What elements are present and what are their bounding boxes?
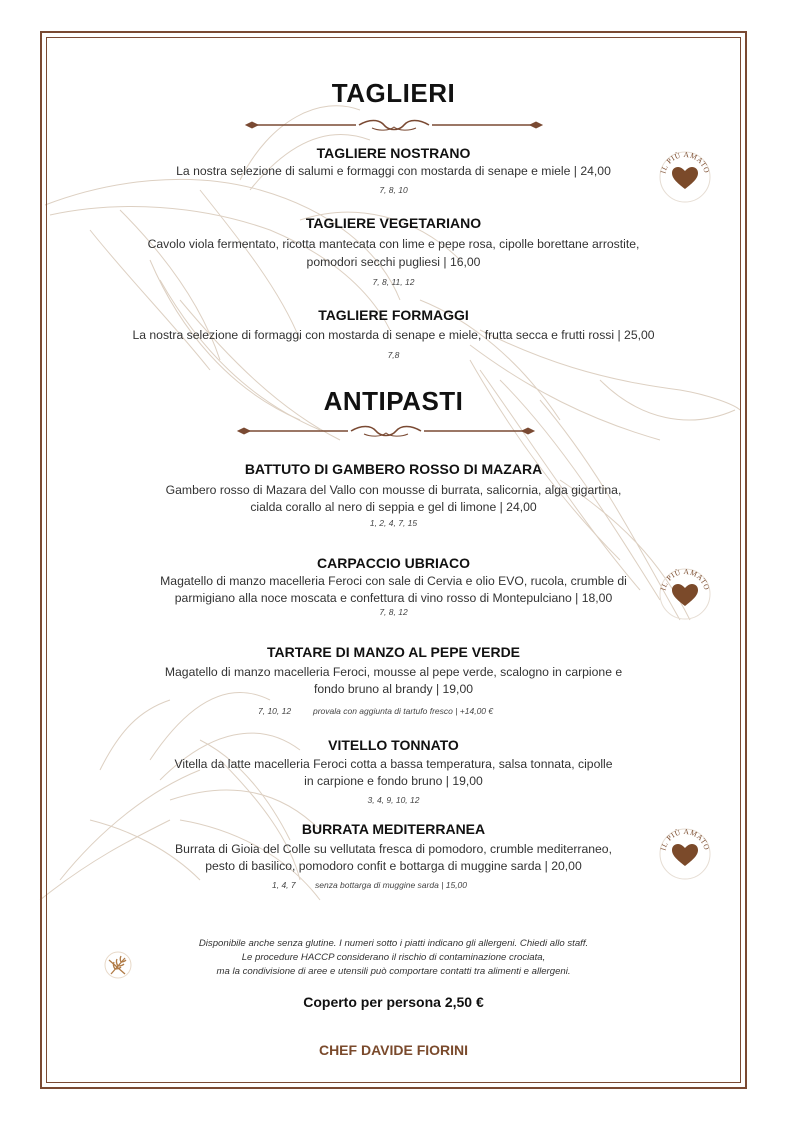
ornament-divider — [236, 423, 536, 439]
item-description: Magatello di manzo macelleria Feroci, mousse al pepe verde, scalogno in carpione e — [164, 665, 623, 679]
item-title: TAGLIERE VEGETARIANO — [305, 215, 482, 231]
item-description: La nostra selezione di formaggi con mostarda di senape e miele, frutta secca e frutti rossi | 25,00 — [132, 328, 655, 342]
item-title: TARTARE DI MANZO AL PEPE VERDE — [266, 644, 521, 660]
svg-text:IL PIÙ AMATO: IL PIÙ AMATO — [658, 826, 712, 852]
item-title: CARPACCIO UBRIACO — [317, 555, 470, 571]
allergen-note: ma la condivisione di aree e utensili può comportare contatti tra alimenti e allergeni. — [216, 966, 571, 977]
heart-icon — [672, 844, 698, 866]
item-description: Magatello di manzo macelleria Feroci con sale di Cervia e olio EVO, rucola, crumble di — [160, 574, 627, 588]
most-loved-badge — [655, 145, 715, 205]
item-description: pomodori secchi pugliesi | 16,00 — [306, 255, 481, 269]
section-title-antipasti: ANTIPASTI — [323, 386, 464, 416]
heart-icon — [672, 584, 698, 606]
svg-text:IL PIÙ AMATO: IL PIÙ AMATO — [658, 566, 712, 592]
most-loved-badge — [655, 822, 715, 882]
item-description: Vitella da latte macelleria Feroci cotta a bassa temperatura, salsa tonnata, cipolle — [174, 757, 613, 771]
item-extra-option: senza bottarga di muggine sarda | 15,00 — [315, 880, 468, 890]
item-description: fondo bruno al brandy | 19,00 — [313, 682, 473, 696]
item-title: VITELLO TONNATO — [328, 737, 459, 753]
cover-charge: Coperto per persona 2,50 € — [303, 994, 484, 1010]
item-allergens: 7, 8, 11, 12 — [372, 277, 415, 287]
item-allergens: 7, 8, 10 — [379, 185, 408, 195]
item-description: Cavolo viola fermentato, ricotta mantecata con lime e pepe rosa, cipolle borettane arrostite, — [147, 237, 640, 251]
svg-text:IL PIÙ AMATO: IL PIÙ AMATO — [658, 149, 712, 175]
gluten-free-wheat-icon — [103, 950, 133, 980]
item-description: cialda corallo al nero di seppia e gel di limone | 24,00 — [250, 500, 537, 514]
item-title: BATTUTO DI GAMBERO ROSSO DI MAZARA — [244, 461, 543, 477]
heart-icon — [672, 167, 698, 189]
most-loved-badge — [655, 562, 715, 622]
chef-signature: CHEF DAVIDE FIORINI — [318, 1042, 469, 1058]
item-description: La nostra selezione di salumi e formaggi con mostarda di senape e miele | 24,00 — [176, 164, 611, 178]
item-allergens: 7, 10, 12 — [258, 706, 292, 716]
item-description: pesto di basilico, pomodoro confit e bottarga di muggine sarda | 20,00 — [205, 859, 582, 873]
item-allergens: 7, 8, 12 — [379, 607, 408, 617]
item-description: parmigiano alla noce moscata e confettura di vino rosso di Montepulciano | 18,00 — [174, 591, 613, 605]
ornament-divider — [244, 117, 544, 133]
item-description: in carpione e fondo bruno | 19,00 — [304, 774, 483, 788]
allergen-note: Le procedure HACCP considerano il rischio di contaminazione crociata, — [241, 952, 546, 963]
item-title: TAGLIERE FORMAGGI — [318, 307, 469, 323]
item-extra-option: provala con aggiunta di tartufo fresco | +14,00 € — [313, 706, 494, 716]
item-title: BURRATA MEDITERRANEA — [301, 821, 486, 837]
item-allergens: 7,8 — [387, 350, 400, 360]
item-title: TAGLIERE NOSTRANO — [316, 145, 471, 161]
section-title-taglieri: TAGLIERI — [331, 78, 456, 108]
item-description: Burrata di Gioia del Colle su vellutata fresca di pomodoro, crumble mediterraneo, — [175, 842, 612, 856]
item-allergens: 1, 4, 7 — [272, 880, 296, 890]
item-allergens: 1, 2, 4, 7, 15 — [369, 518, 418, 528]
allergen-note: Disponibile anche senza glutine. I numeri sotto i piatti indicano gli allergeni. Chiedi allo staff. — [198, 938, 589, 949]
item-allergens: 3, 4, 9, 10, 12 — [367, 795, 420, 805]
item-description: Gambero rosso di Mazara del Vallo con mousse di burrata, salicornia, alga gigartina, — [165, 483, 622, 497]
